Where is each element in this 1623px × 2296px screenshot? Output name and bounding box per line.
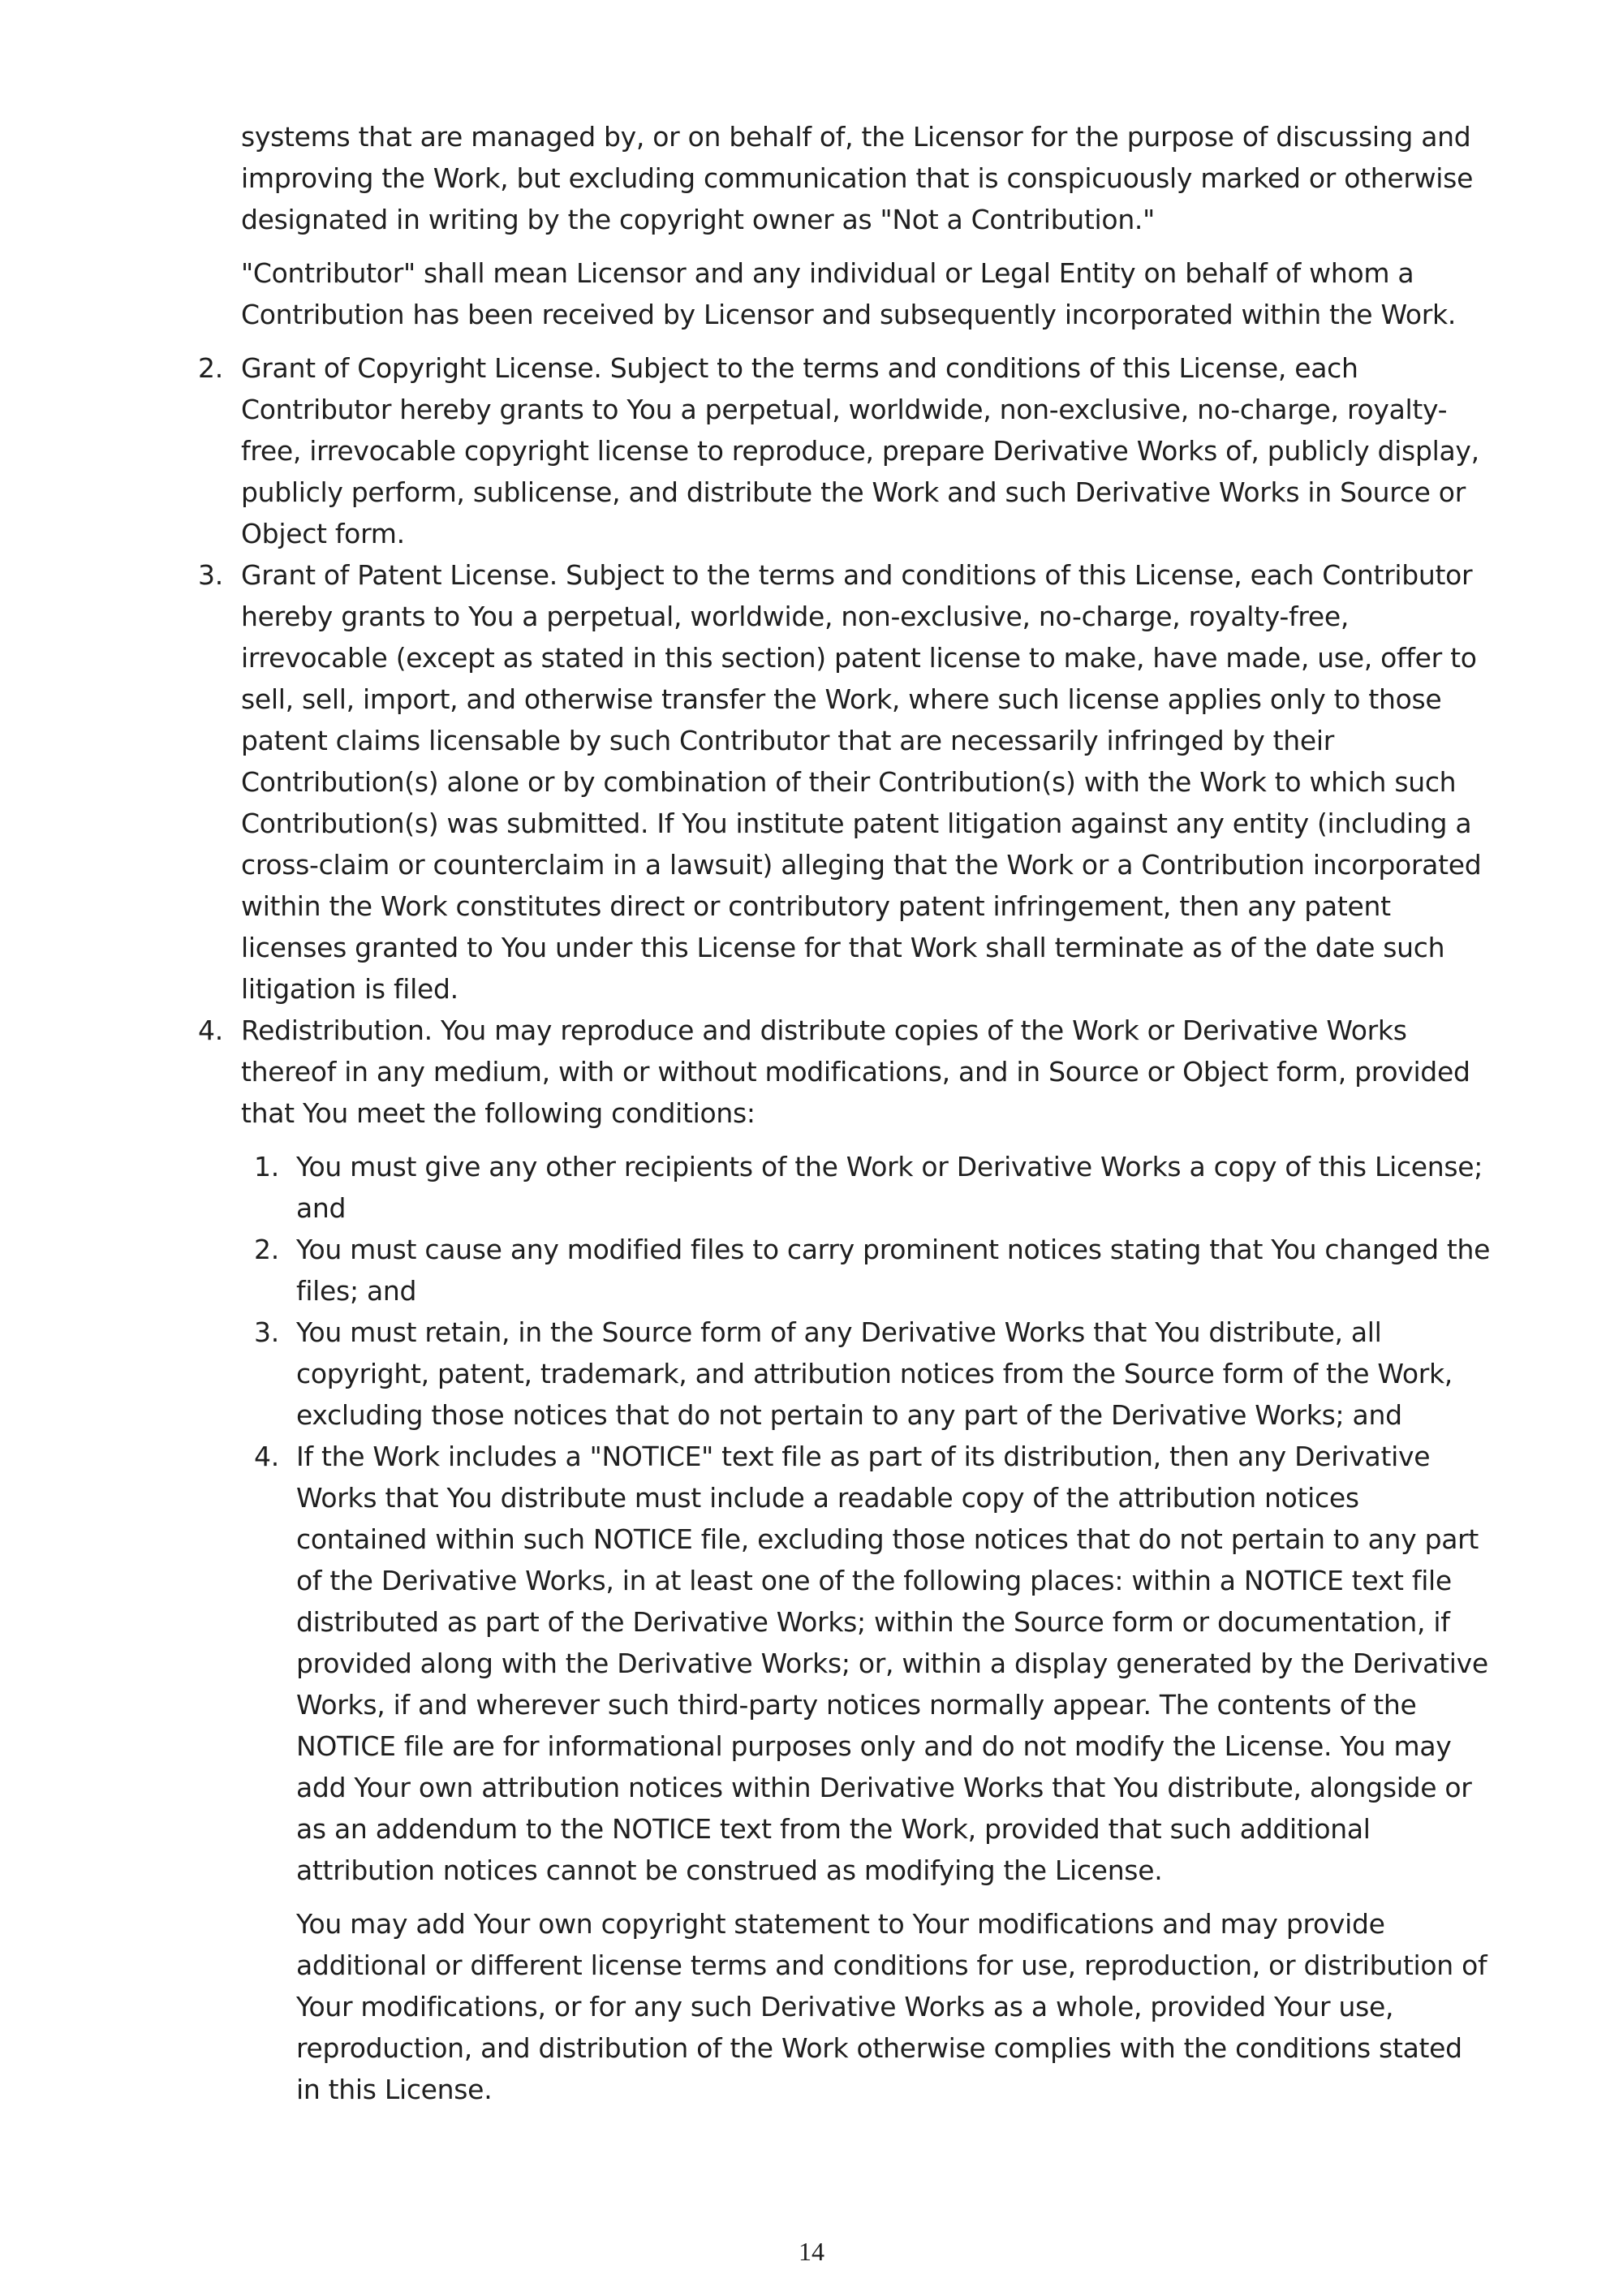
condition-number: 1. (254, 1151, 279, 1182)
condition-text: You must cause any modified files to carry prominent notices stating that You changed the files; and (296, 1234, 1491, 1307)
contribution-definition-continuation: systems that are managed by, or on behalf of, the Licensor for the purpose of discussing and improving the Work, but excluding communication that is conspicuously marked or otherwise designated in writing by the copyright owner as "Not a Contribution." (241, 121, 1474, 235)
condition-item (241, 1229, 1491, 1312)
condition-item (241, 1146, 1491, 1229)
condition-text: You must retain, in the Source form of any Derivative Works that You distribute, all copyright, patent, trademark, and attribution notices from the Source form of the Work, excluding those notices that do not pertain to any part of the Derivative Works; and (296, 1316, 1453, 1431)
condition-text: You must give any other recipients of the Work or Derivative Works a copy of this License; and (296, 1151, 1483, 1224)
section-number: 4. (198, 1014, 223, 1046)
condition-text: If the Work includes a "NOTICE" text file as part of its distribution, then any Derivative Works that You distribute must include a readable copy of the attribution notices contained within such NOTICE file, excluding those notices that do not pertain to any part of the Derivative Works, in at least one of the following places: within a NOTICE text file distributed as part of the Derivative Works; within the Source form or documentation, if provided along with the Derivative Works; or, within a display generated by the Derivative Works, if and wherever such third-party notices normally appear. The contents of the NOTICE file are for informational purposes only and do not modify the License. You may add Your own attribution notices within Derivative Works that You distribute, alongside or as an addendum to the NOTICE text from the Work, provided that such additional attribution notices cannot be construed as modifying the License. (296, 1441, 1488, 1886)
section-text: Redistribution. You may reproduce and distribute copies of the Work or Derivative Works thereof in any medium, with or without modifications, and in Source or Object form, provided that You meet the following conditions: (241, 1014, 1470, 1129)
contributor-definition: "Contributor" shall mean Licensor and any individual or Legal Entity on behalf of whom a Contribution has been received by Licensor and subsequently incorporated within the Work. (241, 257, 1457, 330)
redistribution-closing-paragraph: You may add Your own copyright statement to Your modifications and may provide additional or different license terms and conditions for use, reproduction, or distribution of Your modifications, or for any such Derivative Works as a whole, provided Your use, reproduction, and distribution of the Work otherwise complies with the conditions stated in this License. (296, 1908, 1487, 2105)
section-text: Grant of Patent License. Subject to the terms and conditions of this License, each Contributor hereby grants to You a perpetual, worldwide, non-exclusive, no-charge, royalty-free, irrevocable (except as stated in this section) patent license to make, have made, use, offer to sell, sell, import, and otherwise transfer the Work, where such license applies only to those patent claims licensable by such Contributor that are necessarily infringed by their Contribution(s) alone or by combination of their Contribution(s) with the Work to which such Contribution(s) was submitted. If You institute patent litigation against any entity (including a cross-claim or counterclaim in a lawsuit) alleging that the Work or a Contribution incorporated within the Work constitutes direct or contributory patent infringement, then any patent licenses granted to You under this License for that Work shall terminate as of the date such litigation is filed. (241, 559, 1482, 1005)
section-grant-of-copyright-license (0, 347, 1491, 554)
section-redistribution (0, 1010, 1491, 2110)
section-grant-of-patent-license (0, 554, 1491, 1010)
condition-number: 3. (254, 1316, 279, 1348)
license-sections-list (0, 347, 1623, 2110)
redistribution-conditions-list (241, 1146, 1491, 1891)
page-number: 14 (799, 2237, 824, 2266)
condition-item (241, 1312, 1491, 1436)
section-number: 3. (198, 559, 223, 591)
condition-number: 4. (254, 1441, 279, 1472)
section-text: Grant of Copyright License. Subject to the terms and conditions of this License, each Contributor hereby grants to You a perpetual, worldwide, non-exclusive, no-charge, royalty-free, irrevocable copyright license to reproduce, prepare Derivative Works of, publicly display, publicly perform, sublicense, and distribute the Work and such Derivative Works in Source or Object form. (241, 352, 1479, 549)
condition-item (241, 1436, 1491, 1891)
section-number: 2. (198, 352, 223, 384)
condition-number: 2. (254, 1234, 279, 1265)
license-body (0, 116, 1623, 2110)
